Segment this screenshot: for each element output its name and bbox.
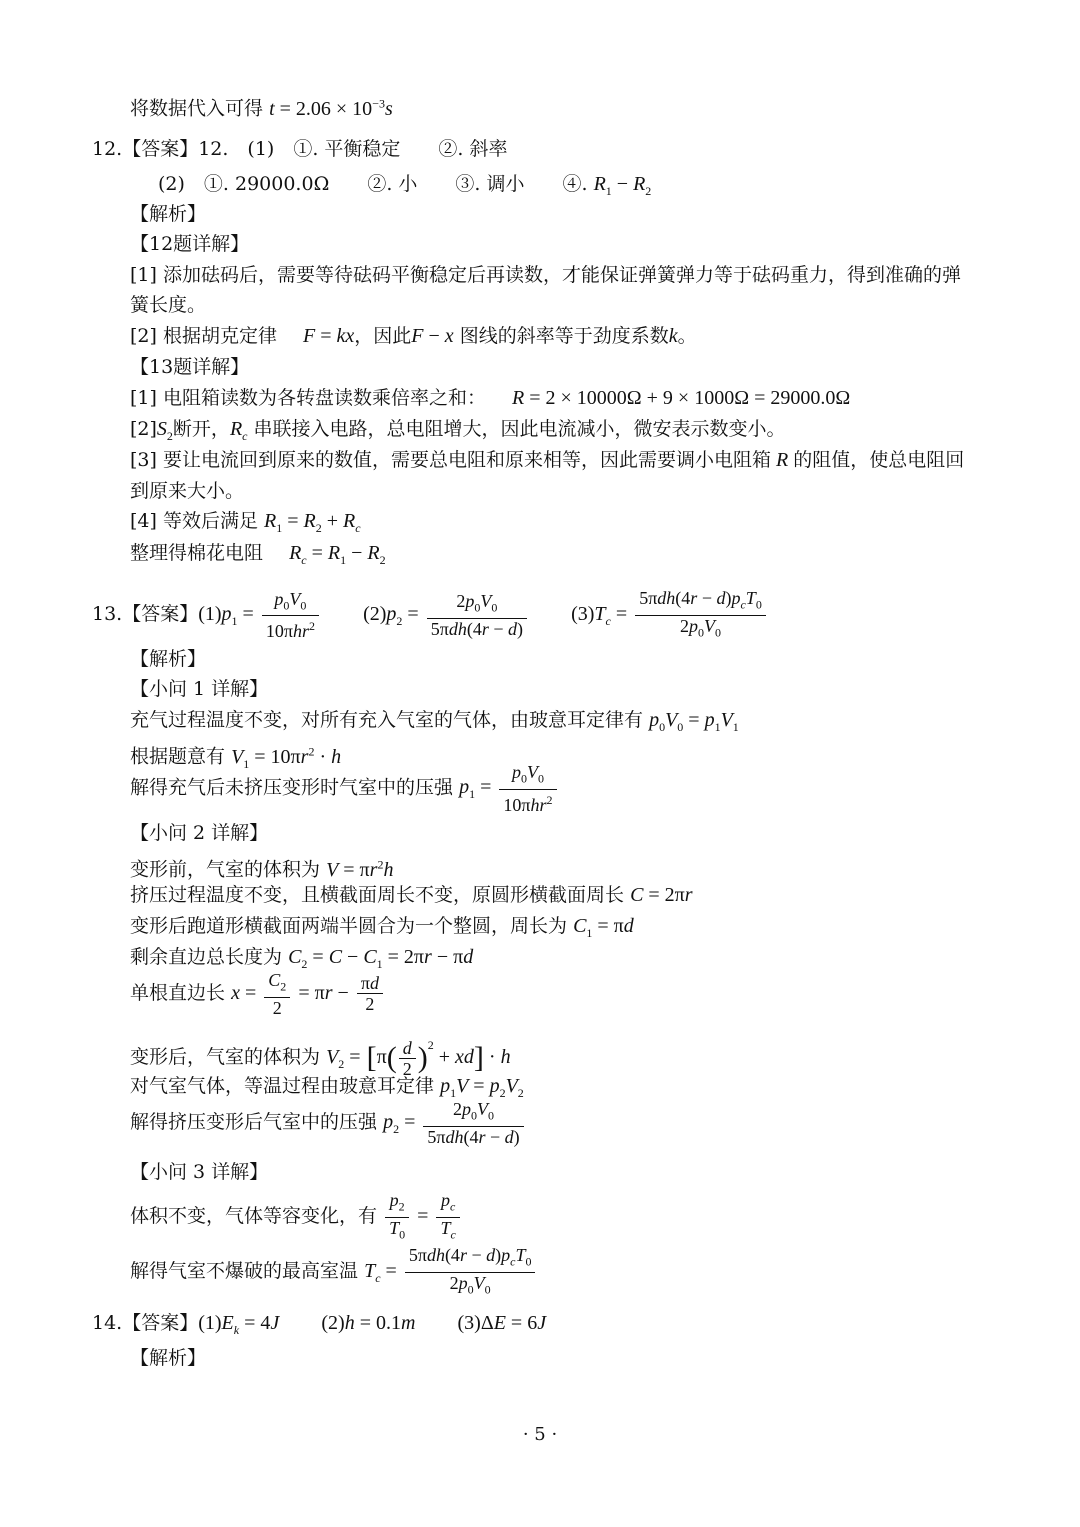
page-number: · 5 · bbox=[522, 1424, 558, 1445]
section-heading: 【小问 2 详解】 bbox=[130, 822, 269, 844]
section-heading: 【13题详解】 bbox=[130, 356, 250, 378]
text-line: 变形后，气室的体积为 $V_2 = [\pi$( $\frac{d}{2}$ )$^2$ + xd] · h bbox=[130, 1037, 511, 1079]
text-line: 根据题意有 $V_1 = 10\pi r^2 \cdot h$ bbox=[130, 744, 342, 771]
text-line: 挤压过程温度不变，且横截面周长不变，原圆形横截面周长 C = 2πr bbox=[130, 884, 693, 906]
text-line: 变形前，气室的体积为 $V = \pi r^2h$ bbox=[130, 857, 394, 881]
text-line: 充气过程温度不变，对所有充入气室的气体，由玻意耳定律有 $p_0V_0 = p_1V_1$ bbox=[130, 709, 739, 734]
text-line: 到原来大小。 bbox=[130, 480, 245, 502]
text-line: 解得充气后未挤压变形时气室中的压强 $p_1$ = $\frac{p_0V_0}{10\pi hr^2}$ bbox=[130, 762, 559, 816]
text-line: 解得气室不爆破的最高室温 $T_c$ = $\frac{5\pi dh(4r - d)p_cT_0}{2p_0V_0}$ bbox=[130, 1245, 537, 1300]
text-line: [1] 电阻箱读数为各转盘读数乘倍率之和： R = 2 × 10000Ω + 9 × 1000Ω = 29000.0Ω bbox=[130, 387, 851, 409]
q14-answer: 14.【答案】$(1)E_k = 4J$ (2)h = 0.1m (3)ΔE = 6J bbox=[92, 1312, 547, 1337]
text-line: [3] 要让电流回到原来的数值，需要总电阻和原来相等，因此需要调小电阻箱 R 的阻值，使总电阻回 bbox=[130, 449, 965, 471]
section-heading: 【小问 3 详解】 bbox=[130, 1161, 269, 1183]
section-heading: 【12题详解】 bbox=[130, 233, 250, 255]
text-line: 体积不变，气体等容变化，有 $\frac{p_2}{T_0}$ = $\frac{p_c}{T_c}$ bbox=[130, 1190, 462, 1244]
section-heading: 【解析】 bbox=[130, 648, 207, 670]
q13-answer: 13.【答案】$(1)p_1$ = $\frac{p_0V_0}{10\pi hr^2}$ $(2)p_2$ = $\frac{2p_0V_0}{\text{5πdh(4r − d)}}$ $(3)T_c$ = $\frac{5\pi dh(4r - d)p_cT_0}{2p_0V_0}$ bbox=[92, 588, 768, 643]
text-line: 对气室气体，等温过程由玻意耳定律 $p_1V = p_2V_2$ bbox=[130, 1075, 524, 1100]
section-heading: 【小问 1 详解】 bbox=[130, 678, 269, 700]
text-line: 将数据代入可得 $t = 2.06 \times 10^{-3}s$ bbox=[130, 96, 393, 120]
text-line: [1] 添加砝码后，需要等待砝码平衡稳定后再读数，才能保证弹簧弹力等于砝码重力，得到准确的弹 bbox=[130, 264, 961, 286]
text-line: 簧长度。 bbox=[130, 294, 207, 316]
text-line: 整理得棉花电阻 $R_c = R_1 - R_2$ bbox=[130, 542, 386, 567]
text-line: [4] 等效后满足 $R_1 = R_2 + R_c$ bbox=[130, 510, 361, 535]
text-line: 单根直边长 x = $\frac{C_2}{2}$ = πr − $\frac{\pi d}{2}$ bbox=[130, 970, 385, 1018]
q12-answer: 12.【答案】12. (1) ①. 平衡稳定 ②. 斜率 bbox=[92, 138, 508, 160]
text-line: $[2]S_2$断开，$R_c$ 串联接入电路，总电阻增大，因此电流减小，微安表示数变小。 bbox=[130, 418, 786, 443]
section-heading: 【解析】 bbox=[130, 1347, 207, 1369]
text-line: [2] 根据胡克定律 F = kx，因此F − x 图线的斜率等于劲度系数k。 bbox=[130, 325, 697, 347]
section-heading: 【解析】 bbox=[130, 203, 207, 225]
text-line: 剩余直边总长度为 $C_2 = C - C_1 = 2\pi r - \pi d$ bbox=[130, 946, 474, 971]
text-line: 变形后跑道形横截面两端半圆合为一个整圆，周长为 $C_1 = \pi d$ bbox=[130, 915, 634, 940]
text-line: 解得挤压变形后气室中的压强 $p_2$ = $\frac{2p_0V_0}{\text{5πdh(4r − d)}}$ bbox=[130, 1099, 526, 1151]
q12-answer-line2: (2) ①. 29000.0Ω ②. 小 ③. 调小 ④. $R_1 - R_2$ bbox=[158, 173, 652, 198]
